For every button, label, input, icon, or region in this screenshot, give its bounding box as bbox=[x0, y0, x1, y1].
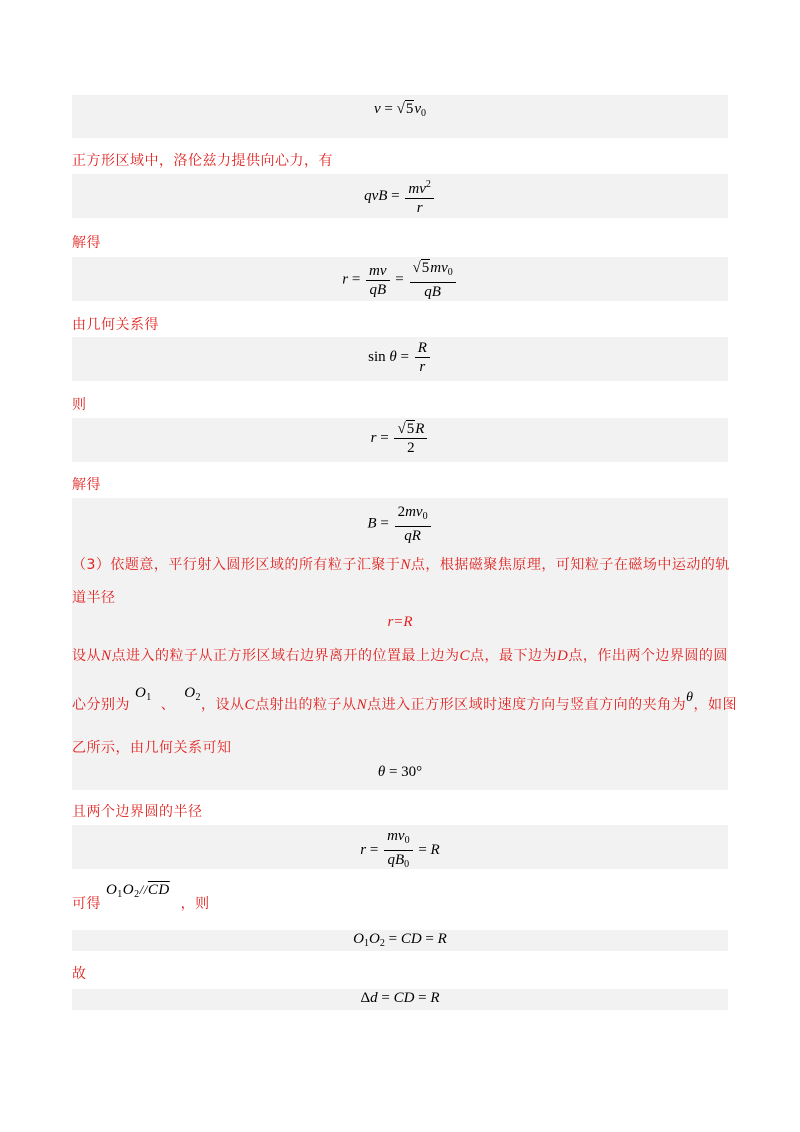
text-line: 正方形区域中，洛伦兹力提供向心力，有 bbox=[72, 153, 333, 169]
equation-box bbox=[72, 337, 728, 381]
equation-B: B = $\frac{2mv_0}{qR}$ bbox=[72, 504, 728, 544]
text-line: 心分别为 $O_1$ 、 $O_2$，设从C点射出的粒子从N点进入正方形区域时速度方向与竖直方向的夹角为θ，如图 bbox=[72, 685, 737, 713]
equation-delta-d: Δd = CD = R bbox=[360, 990, 440, 1006]
equation-O1O2: $O_1O_2$ = CD = R bbox=[353, 931, 447, 949]
text-line: 解得 bbox=[72, 477, 101, 493]
text-line: 且两个边界圆的半径 bbox=[72, 804, 203, 820]
equation-box bbox=[72, 930, 728, 951]
equation-box bbox=[72, 418, 728, 462]
equation-box bbox=[72, 95, 728, 138]
equation-lorentz: qvB = $\frac{mv^2}{r}$ bbox=[72, 177, 728, 216]
equation-box bbox=[72, 825, 728, 869]
text-line: 道半径 bbox=[72, 590, 116, 606]
text-line: 故 bbox=[72, 966, 87, 982]
equation-boundary-radius: r = $\frac{mv_0}{qB_0}$ = R bbox=[360, 828, 440, 870]
equation-box bbox=[72, 498, 737, 790]
text-line: 由几何关系得 bbox=[72, 317, 159, 333]
text-line: 解得 bbox=[72, 235, 101, 251]
equation-velocity: $v = √5v_0$ bbox=[373, 101, 427, 119]
text-line: 乙所示，由几何关系可知 bbox=[72, 740, 232, 756]
text-line: 则 bbox=[72, 397, 87, 413]
equation-box bbox=[72, 257, 728, 301]
equation-radius: r = $\frac{mv}{qB}$ = $\frac{√5mv_0}{qB}$ bbox=[72, 260, 728, 300]
equation-box bbox=[72, 174, 728, 218]
equation-theta: θ = 30° bbox=[377, 764, 423, 780]
equation-box bbox=[72, 989, 728, 1010]
equation-r-value: r = $\frac{√5R}{2}$ bbox=[72, 421, 728, 456]
text-line: 可得 $O_1O_2//\overline{CD}$ ，则 bbox=[72, 882, 210, 912]
equation-sin: sin θ = $\frac{R}{r}$ bbox=[72, 340, 728, 375]
text-line: （3）依题意，平行射入圆形区域的所有粒子汇聚于N点，根据磁聚焦原理，可知粒子在磁场中运动的轨 bbox=[72, 557, 730, 573]
equation-r-equals-R: r=R bbox=[387, 614, 413, 630]
document-page bbox=[72, 0, 737, 1132]
text-line: 设从N点进入的粒子从正方形区域右边界离开的位置最上边为C点，最下边为D点，作出两个边界圆的圆 bbox=[72, 648, 728, 664]
